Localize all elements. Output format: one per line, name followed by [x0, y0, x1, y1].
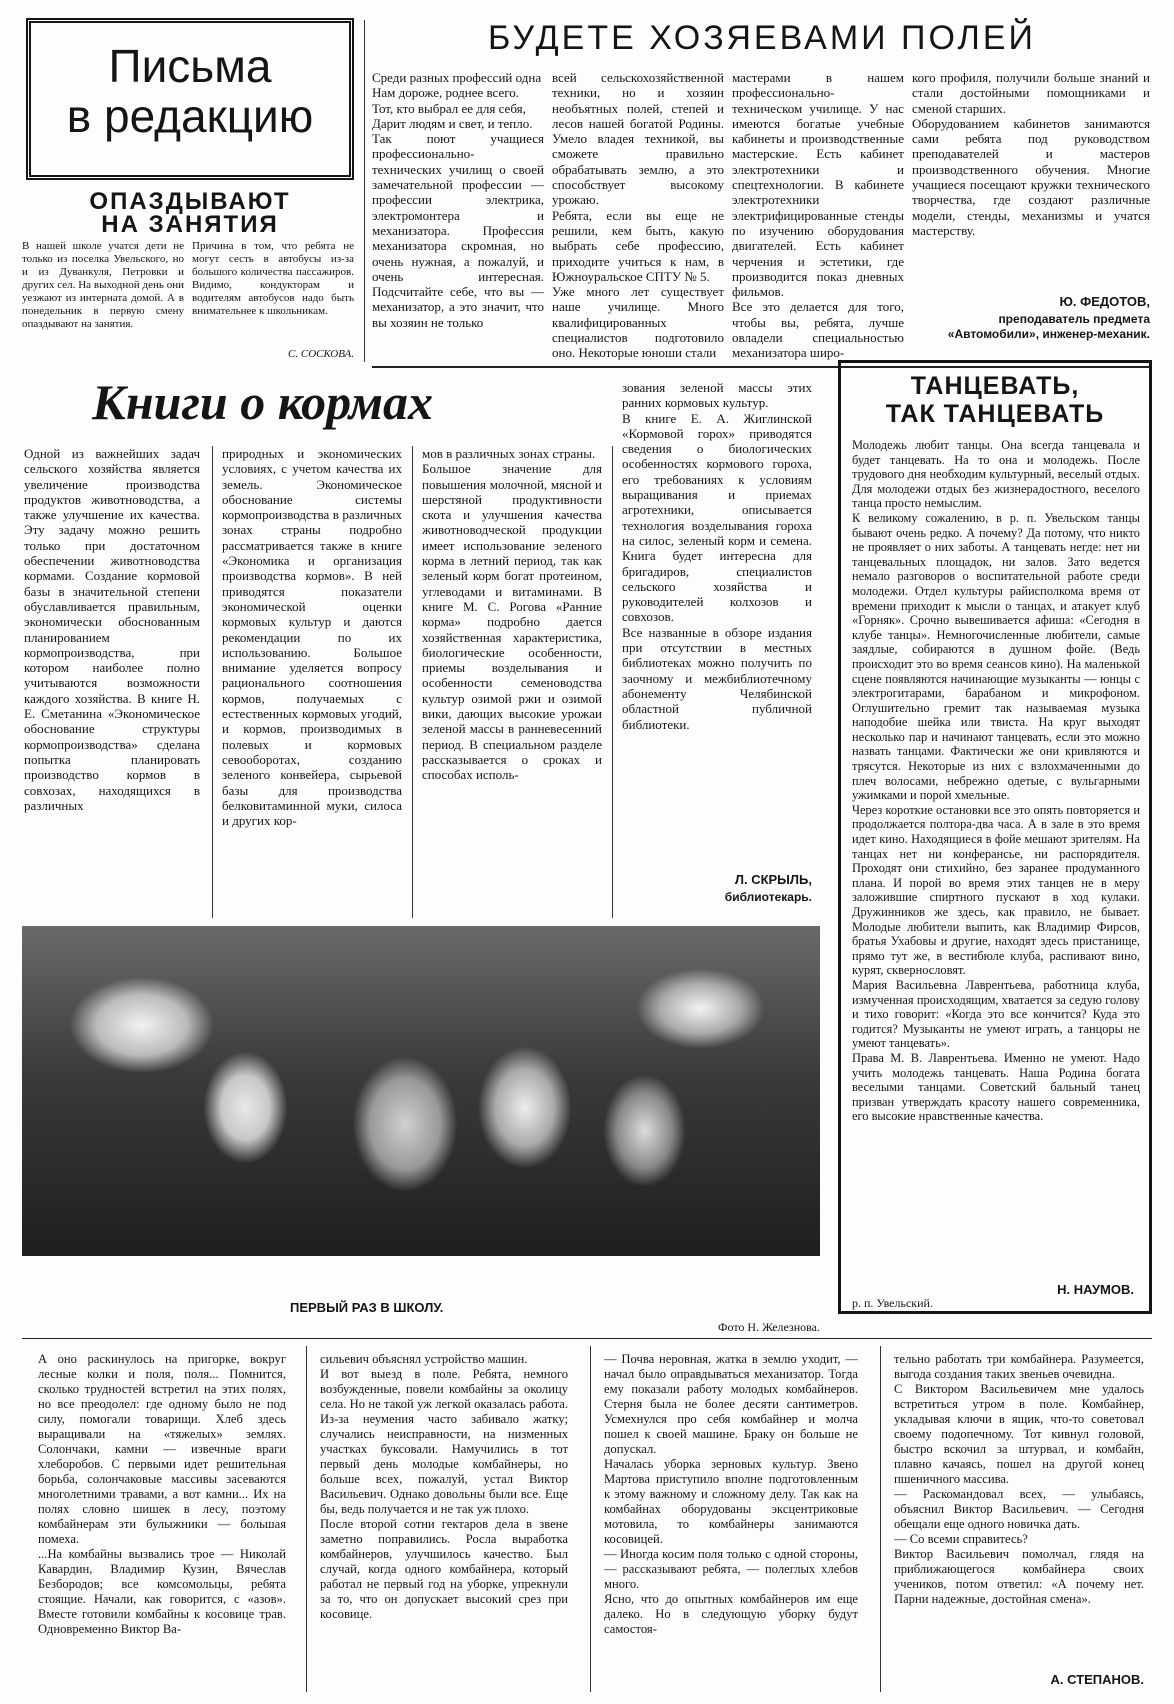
harvest-col-3: — Почва неровная, жатка в землю уходит, — начал было оправдываться механизатор. Тогда ему показали работу молодых комбайнеров. Стерня была не более десяти сантиметров. Усмехнулся про себя комбайнер и молча пошел к своей машине. Браку он больше не допускал. Началась уборка зерновых культур. Звено Мартова приступило вполне подготовленным к этому важному и сложному делу. Так как на комбайнах оборудованы эксцентриковые мотовила, то комбайнеры занимаются косовицей. — Иногда косим поля только с одной стороны, — рассказывают ребята, — полеглых хлебов много. Ясно, что до опытных комбайнеров им еще далеко. Но в следующую уборку будут самостоя- [604, 1352, 858, 1636]
divider-vertical [880, 1346, 881, 1692]
late-signature: С. СОСКОВА. [288, 348, 354, 360]
divider-vertical [590, 1346, 591, 1692]
divider-vertical [306, 1346, 307, 1692]
harvest-signature: А. СТЕПАНОВ. [1050, 1672, 1144, 1687]
books-headline: Книги о кормах [92, 374, 433, 430]
masters-col-3: мастерами в нашем профессионально-техническом училище. У нас имеются богатые учебные кабинеты и производственные мастерские. Есть кабинет электротехники и спецтехнологии. В кабинете электротехники электрифицированные стенды по изучению оборудования двигателей. Есть кабинет черчения и эстетики, где производится показ дневных фильмов. Все это делается для того, чтобы вы, ребята, лучше овладели специальностью механизатора широ- [732, 70, 904, 361]
masters-signature-role: преподаватель предмета «Автомобили», инженер-механик. [947, 312, 1150, 341]
photo-credit: Фото Н. Железнова. [718, 1320, 820, 1334]
masters-col-4: кого профиля, получили больше знаний и стали достойными помощниками и сменой старших. Оборудованием кабинетов занимаются сами ребята под руководством преподавателей и мастеров производственного обучения. Многие учащиеся посещают кружки технического творчества, где создают различные модели, стенды, механизмы и учатся мастерству. [912, 70, 1150, 238]
late-col-2: Причина в том, что ребята не могут сесть в автобусы из-за большого количества пассажиров. Видимо, кондукторам и водителям автобусов надо быть внимательнее к школьникам. [192, 240, 354, 317]
books-col-4: зования зеленой массы этих ранних кормовых культур. В книге Е. А. Жиглинской «Кормовой горох» приводятся сведения о биологических особенностях кормового гороха, его требованиях к условиям выращивания и приемах агротехники, описывается технология возделывания гороха на силос, зеленый корм и семена. Книга будет интересна для бригадиров, специалистов сельского хозяйства и руководителей колхозов и совхозов. Все названные в обзоре издания при отсутствии в местных библиотеках можно получить по заочному и межбиблиотечному абонементу Челябинской областной публичной библиотеки. [622, 380, 812, 732]
books-col-1: Одной из важнейших задач сельского хозяйства является увеличение производства продуктов животноводства, а также улучшение их качества. Эту задачу можно решить только при достаточном обеспечении животноводства кормами. Создание кормовой базы в значительной степени обуславливается правильным, экономически обоснованным планированием кормопроизводства, при котором наиболее полно учитываются возможности каждого хозяйства. В книге Н. Е. Сметанина «Экономическое обоснование структуры кормопроизводства» сделана попытка планировать производство кормов в совхозах, находящихся в различных [24, 446, 200, 813]
late-col-1: В нашей школе учатся дети не только из поселка Увельского, но и из Дуванкуля, Петровки и других сел. На выходной день они уезжают из интерната домой. А в понедельник в первую смену опаздывают на занятия. [22, 240, 184, 330]
divider-vertical [612, 446, 613, 918]
dance-signature-place: р. п. Увельский. [852, 1296, 933, 1310]
late-headline: ОПАЗДЫВАЮТ НА ЗАНЯТИЯ [89, 188, 291, 238]
rubric-title: Письма в редакцию [66, 40, 314, 142]
dance-signature-name: Н. НАУМОВ. [1057, 1282, 1134, 1297]
divider-horizontal [22, 1338, 1152, 1339]
dance-body: Молодежь любит танцы. Она всегда танцевала и будет танцевать. На то она и молодежь. После трудового дня необходим культурный, веселый отдых. Для молодежи отдых без жизнерадостного, веселого танца просто немыслим. К великому сожалению, в р. п. Увельском танцы бывают очень редко. А почему? Да потому, что никто не проявляет о них заботы. А танцевать негде: нет ни танцевальных площадок, ни залов. Зато ведется немало разговоров о воспитательной работе среди молодежи. Отдел культуры райисполкома время от времени приходит к мысли о танцах, и атакует клуб «Горняк». Срочно вывешивается афиша: «Сегодня в клубе танцы». Немногочисленные любители, самые заядлые, собираются в душном фойе. (Ведь происходит это во время сеансов кино). На маленькой сцене появляются начинающие музыканты — юнцы с электрогитарами, барабаном и микрофоном. Оглушительно гремит так называемая музыка наподобие шейка или твиста. На круг выходят несколько пар и начинают танцевать, если это можно назвать танцами. Фактически же они кривляются и трясутся. Некоторые из них с взлохмаченными до плеч волосами, небрежно одетые, с вульгарными ужимками и порой хмельные. Через короткие остановки все это опять повторяется и продолжается полтора-два часа. А в зале в это время идет кино. Находящиеся в фойе мешают зрителям. На танцах нет ни конферансье, ни распорядителя. Проходят они стихийно, без заранее продуманного плана. И порой во время этих танцев не в меру заложившие спиртного пускают в ход кулаки. Дружинников же здесь, как правило, не бывает. Молодые любители выпить, как Владимир Фирсов, братья Ухабовы и другие, находят здесь пристанище, прямо тут же, в вестибюле клуба, распивают вино, курят, сквернословят. Мария Васильевна Лаврентьева, работница клуба, измученная происходящим, хватается за седую голову и тихо говорит: «Когда это все кончится? Куда это годится? Музыканты не умеют играть, а танцоры не умеют танцевать». Права М. В. Лаврентьева. Именно не умеют. Надо учить молодежь танцевать. Наша Родина богата веселыми танцами. Советский бальный танец призван утверждать красоту нашего современника, его высокие нравственные качества. [852, 438, 1140, 1124]
masters-col-2: всей сельскохозяйственной техники, но и хозяин необъятных полей, степей и лесов нашей богатой Родины. Умело владея техникой, вы сможете правильно обрабатывать землю, а это способствует высокому урожаю. Ребята, если вы еще не решили, кем быть, какую выбрать себе профессию, приходите учиться к нам, в Южноуральское СПТУ № 5. Уже много лет существует наше училище. Много квалифицированных специалистов подготовило оно. Некоторые юноши стали [552, 70, 724, 361]
photo-first-day-at-school [22, 926, 820, 1256]
dance-headline: ТАНЦЕВАТЬ, ТАК ТАНЦЕВАТЬ [885, 372, 1105, 428]
divider-vertical [212, 446, 213, 918]
books-col-3: мов в различных зонах страны. Большое значение для повышения молочной, мясной и шерстяной продуктивности скота и улучшения качества животноводческой продукции имеет использование зеленого корма в летний период, так как зеленый корм богат протеином, углеводами и витаминами. В книге М. С. Рогова «Ранние корма» подробно дается хозяйственная характеристика, биологические особенности, приемы возделывания и особенности семеноводства культур озимой ржи и озимой вики, дающих высокие урожаи зеленой массы в ранневесенний период. В специальном разделе рассказывается о сроках и способах исполь- [422, 446, 602, 783]
harvest-col-2: сильевич объяснял устройство машин. И вот выезд в поле. Ребята, немного возбужденные, повели комбайны за околицу села. Но не такой уж легкой оказалась работа. Из-за неумения часто забивало жатку; случались неисправности, на низменных участках буксовали. Намучились в тот первый день молодые комбайнеры, но больше всех, пожалуй, устал Виктор Васильевич. Однако довольны были все. Еще бы, ведь получается и не так уж плохо. После второй сотни гектаров дела в звене заметно поправились. Росла выработка комбайнеров, улучшилось качество. Был случай, когда одного комбайнера, который работал не первый год на уборке, упрекнули за то, что он допускает высокий срез при косовице. [320, 1352, 568, 1621]
books-col-2: природных и экономических условиях, с учетом качества их земель. Экономическое обоснование системы кормопроизводства в различных зонах страны подробно рассматривается также в книге «Экономика и организация производства кормов». В ней приводятся показатели экономической оценки кормовых культур и даются рекомендации по их использованию. Большое внимание уделяется вопросу рационального соотношения кормов, получаемых с естественных кормовых угодий, и кормов, производимых в полевых и кормовых севооборотах, созданию зеленого конвейера, сырьевой базы для производства белковитаминной муки, силоса и других кор- [222, 446, 402, 829]
harvest-col-1: А оно раскинулось на пригорке, вокруг лесные колки и поля, поля... Помнится, сколько трудностей встретил на этих полях, но все преодолел: где одному было не под силу, помогали товарищи. Хлеб здесь выращивали на «тяжелых» землях. Солончаки, камни — извечные враги хлеборобов. С первыми идет решительная борьба, солончаковые массивы засеваются многолетними травами, а вот камни... Их на полях словно шишек в лесу, поэтому комбайнерам эти булыжники — большая помеха. ...На комбайны вызвались трое — Николай Кавардин, Владимир Кузин, Вячеслав Безбородов; все комсомольцы, ребята стоящие. Начали, как говорится, с «азов». Вместе готовили комбайны к косовице трав. Одновременно Виктор Ва- [38, 1352, 286, 1636]
books-signature-name: Л. СКРЫЛЬ, [734, 872, 812, 887]
harvest-col-4: тельно работать три комбайнера. Разумеется, выгода создания таких звеньев очевидна. С Виктором Васильевичем мне удалось встретиться утром в поле. Комбайнер, укладывая ключи в ящик, что-то советовал своему подопечному. Тот кивнул головой, быстро вскочил за штурвал, и комбайн, плавно качаясь, пошел на другой конец пшеничного массива. — Раскомандовал всех, — улыбаясь, объяснил Виктор Васильевич. — Сегодня обещали еще одного новичка дать. — Со всеми справитесь? Виктор Васильевич помолчал, глядя на приближающегося комбайнера своих учеников, потом ответил: «А почему нет. Парни надежные, достойная смена». [894, 1352, 1144, 1606]
masters-col-1: Среди разных профессий одна Нам дороже, роднее всего. Тот, кто выбрал ее для себя, Дарит людям и свет, и тепло. Так поют учащиеся профессионально-технических училищ о своей замечательной профессии — профессии электрика, электромонтера и механизатора. Профессия механизатора скромная, но очень нужная, а пожалуй, и очень интересная. Подсчитайте себе, что вы — механизатор, а это значит, что вы хозяин не только [372, 70, 544, 330]
divider-vertical [364, 20, 365, 362]
masters-signature-name: Ю. ФЕДОТОВ, [1059, 294, 1150, 309]
books-signature-role: библиотекарь. [724, 890, 812, 904]
masters-headline: БУДЕТЕ ХОЗЯЕВАМИ ПОЛЕЙ [488, 19, 1036, 57]
divider-vertical [412, 446, 413, 918]
rubric-box [26, 18, 354, 180]
photo-caption: ПЕРВЫЙ РАЗ В ШКОЛУ. [290, 1300, 444, 1315]
